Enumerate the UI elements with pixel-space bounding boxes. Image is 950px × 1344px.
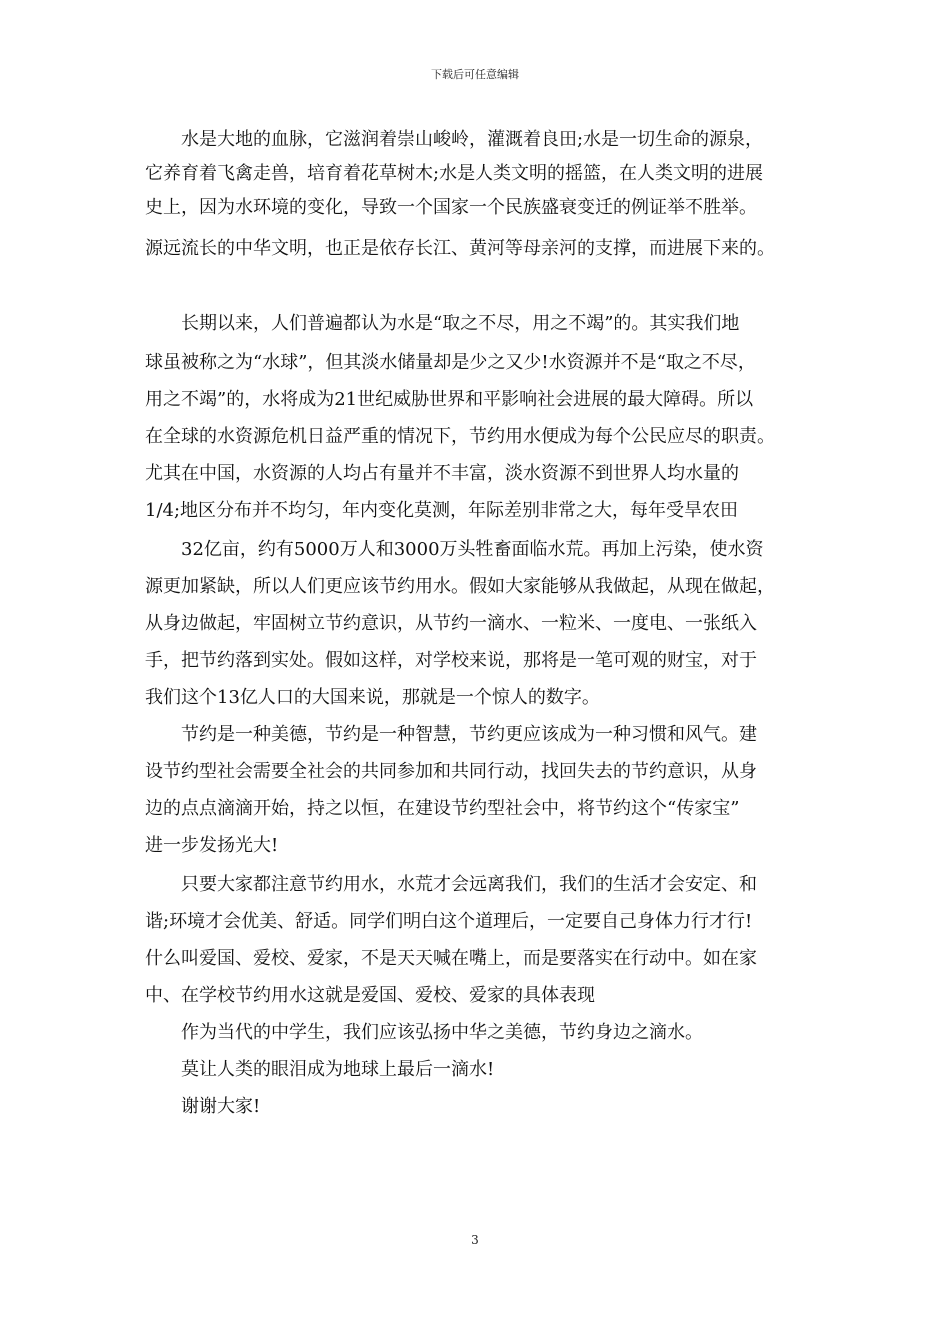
text-line: 长期以来，人们普遍都认为水是“取之不尽，用之不竭”的。其实我们地 — [145, 313, 740, 334]
text-line: 在全球的水资源危机日益严重的情况下，节约用水便成为每个公民应尽的职责。 — [145, 426, 775, 447]
text-line: 水是大地的血脉，它滋润着崇山峻岭，灌溉着良田;水是一切生命的源泉， — [145, 129, 764, 150]
text-line: 莫让人类的眼泪成为地球上最后一滴水! — [145, 1059, 495, 1080]
text-line: 尤其在中国，水资源的人均占有量并不丰富，淡水资源不到世界人均水量的 — [145, 463, 739, 484]
text-line: 从身边做起，牢固树立节约意识，从节约一滴水、一粒米、一度电、一张纸入 — [145, 613, 757, 634]
text-line: 源更加紧缺，所以人们更应该节约用水。假如大家能够从我做起，从现在做起， — [145, 576, 775, 597]
text-line: 用之不竭”的，水将成为21世纪威胁世界和平影响社会进展的最大障碍。所以 — [145, 389, 754, 410]
page-number: 3 — [471, 1233, 479, 1247]
text-line: 只要大家都注意节约用水，水荒才会远离我们，我们的生活才会安定、和 — [145, 874, 757, 895]
text-line: 我们这个13亿人口的大国来说，那就是一个惊人的数字。 — [145, 687, 600, 708]
text-line: 手，把节约落到实处。假如这样，对学校来说，那将是一笔可观的财宝，对于 — [145, 650, 757, 671]
text-line: 源远流长的中华文明，也正是依存长江、黄河等母亲河的支撑，而进展下来的。 — [145, 238, 775, 259]
text-line: 什么叫爱国、爱校、爱家，不是天天喊在嘴上，而是要落实在行动中。如在家 — [145, 948, 757, 969]
text-line: 边的点点滴滴开始，持之以恒，在建设节约型社会中，将节约这个“传家宝” — [145, 798, 740, 819]
text-line: 节约是一种美德，节约是一种智慧，节约更应该成为一种习惯和风气。建 — [145, 724, 757, 745]
text-line: 谢谢大家! — [145, 1096, 261, 1117]
text-line: 设节约型社会需要全社会的共同参加和共同行动，找回失去的节约意识，从身 — [145, 761, 757, 782]
text-line: 1/4;地区分布并不均匀，年内变化莫测，年际差别非常之大，每年受旱农田 — [145, 500, 739, 521]
text-line: 中、在学校节约用水这就是爱国、爱校、爱家的具体表现 — [145, 985, 595, 1006]
text-line: 谐;环境才会优美、舒适。同学们明白这个道理后，一定要自己身体力行才行! — [145, 911, 753, 932]
text-line: 它养育着飞禽走兽，培育着花草树木;水是人类文明的摇篮，在人类文明的进展 — [145, 163, 764, 184]
text-line: 球虽被称之为“水球”，但其淡水储量却是少之又少!水资源并不是“取之不尽， — [145, 352, 756, 373]
text-line: 史上，因为水环境的变化，导致一个国家一个民族盛衰变迁的例证举不胜举。 — [145, 197, 757, 218]
text-line: 32亿亩，约有5000万人和3000万头牲畜面临水荒。再加上污染，使水资 — [145, 539, 764, 560]
text-line: 进一步发扬光大! — [145, 835, 279, 856]
page-header: 下载后可任意编辑 — [431, 68, 519, 81]
text-line: 作为当代的中学生，我们应该弘扬中华之美德，节约身边之滴水。 — [145, 1022, 703, 1043]
